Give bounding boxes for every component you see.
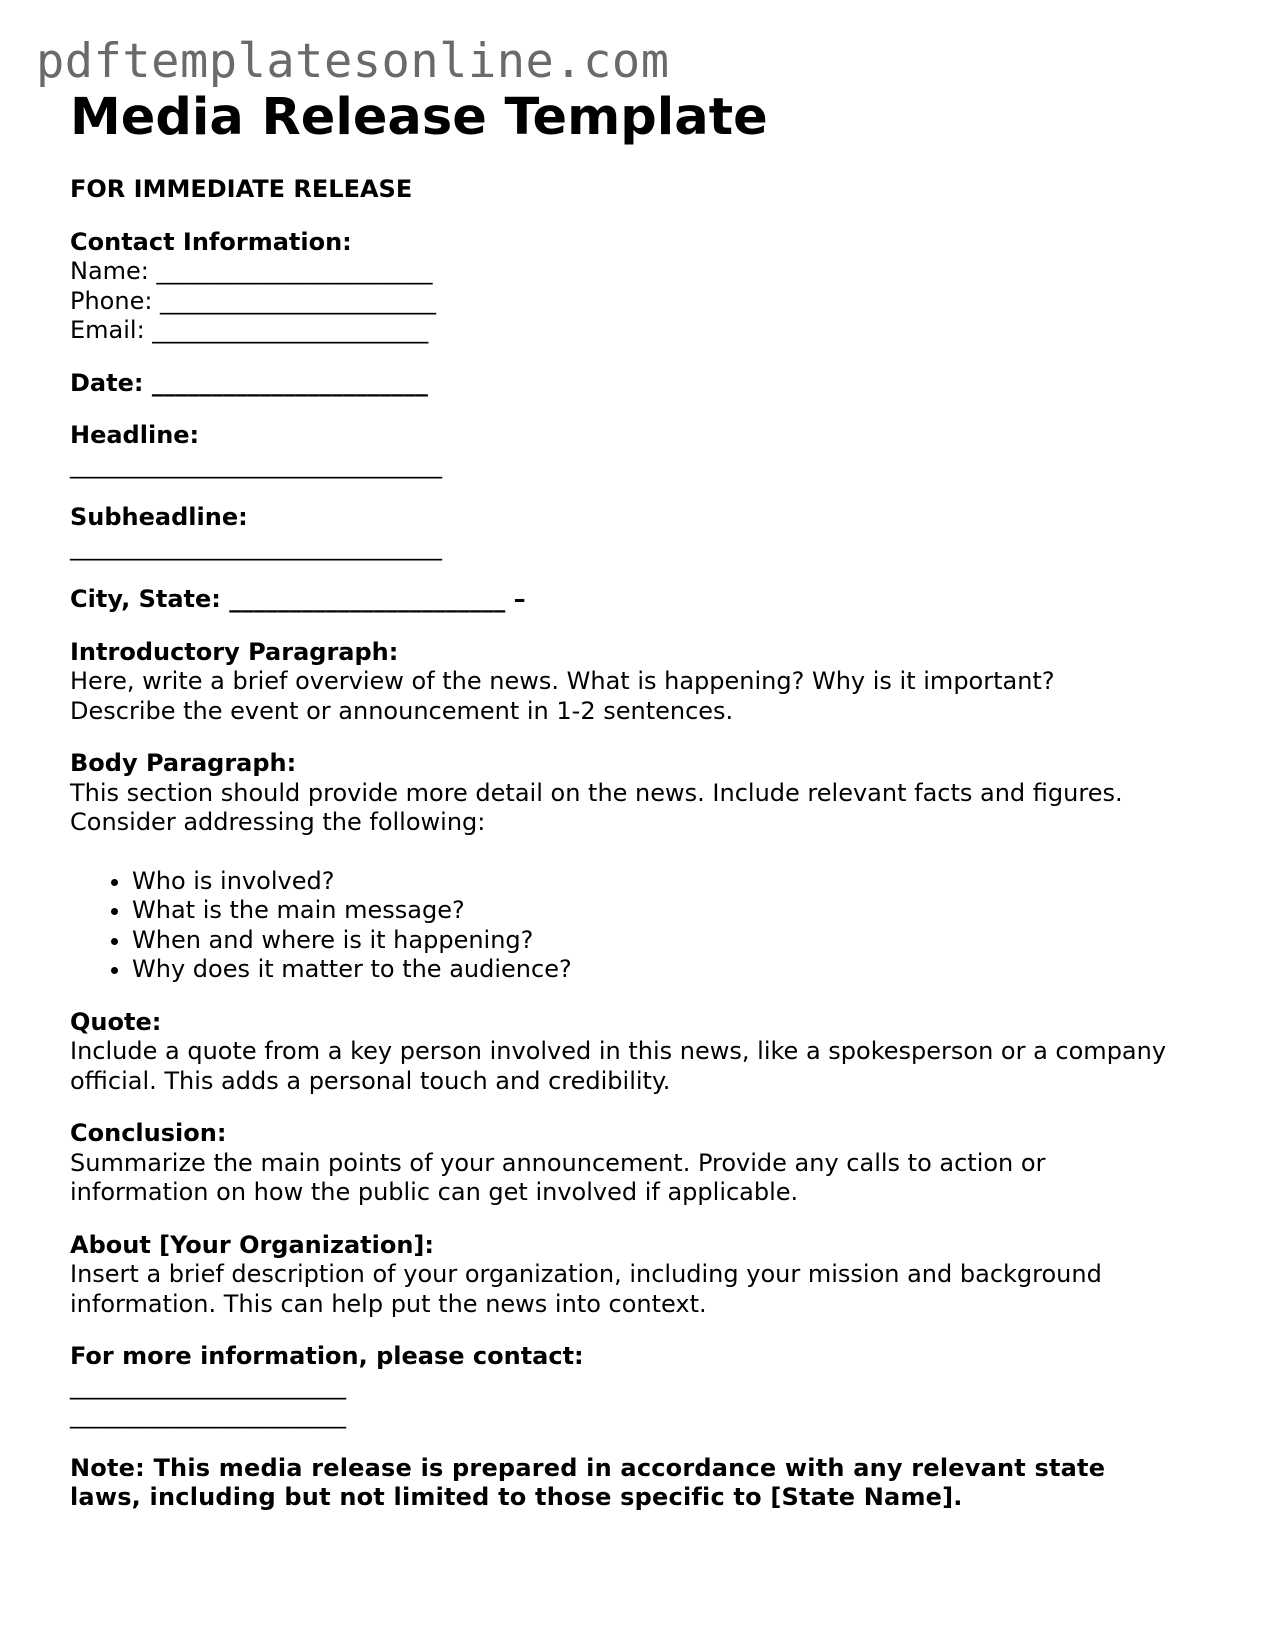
headline-section [70, 421, 1220, 480]
headline-label: Headline: [70, 421, 200, 449]
intro-text: Here, write a brief overview of the news. What is happening? Why is it important? Describe the event or announcement in 1-2 sentences. [70, 667, 1055, 725]
release-label: FOR IMMEDIATE RELEASE [70, 175, 413, 203]
subheadline-label: Subheadline: [70, 503, 248, 531]
list-item: • Who is involved? [132, 867, 1220, 897]
legal-note: Note: This media release is prepared in accordance with any relevant state laws, including but not limited to those specific to [State Name]. [70, 1453, 1106, 1511]
subheadline-section [70, 503, 1220, 562]
headline-blank: _______________________________ [70, 450, 442, 479]
contact-email-field: Email: _______________________ [70, 316, 429, 344]
conclusion-text: Summarize the main points of your announcement. Provide any calls to action or information on how the public can get involved if applicable. [70, 1148, 1046, 1206]
page-title: Media Release Template [70, 88, 768, 147]
more-info-blank-2: _______________________ [70, 1401, 346, 1429]
contact-heading: Contact Information: [70, 227, 352, 256]
document-page [70, 88, 1220, 1513]
body-bullet-list [70, 867, 1220, 985]
conclusion-heading: Conclusion: [70, 1119, 227, 1147]
quote-section [70, 1008, 1220, 1097]
city-state-field: City, State: _______________________ – [70, 585, 526, 613]
about-heading: About [Your Organization]: [70, 1230, 434, 1259]
intro-heading: Introductory Paragraph: [70, 637, 399, 666]
quote-heading: Quote: [70, 1007, 162, 1036]
conclusion-section [70, 1119, 1220, 1208]
more-info-heading: For more information, please contact: [70, 1342, 584, 1370]
more-info-section [70, 1342, 1220, 1431]
about-text: Insert a brief description of your organization, including your mission and background information. This can help put the news into context. [70, 1260, 1102, 1318]
contact-phone-field: Phone: _______________________ [70, 286, 437, 315]
subheadline-blank: _______________________________ [70, 532, 442, 561]
list-item: • When and where is it happening? [132, 926, 1220, 956]
body-text: This section should provide more detail on the news. Include relevant facts and figures. Consider addressing the following: [70, 778, 1123, 836]
contact-section [70, 228, 1220, 346]
quote-text: Include a quote from a key person involved in this news, like a spokesperson or a company official. This adds a personal touch and credibility. [70, 1037, 1167, 1095]
more-info-blank-1: _______________________ [70, 1371, 346, 1400]
body-heading: Body Paragraph: [70, 749, 297, 777]
date-field: Date: _______________________ [70, 368, 428, 397]
list-item: • Why does it matter to the audience? [132, 955, 1220, 985]
intro-section [70, 638, 1220, 727]
watermark: pdftemplatesonline.com [36, 34, 670, 89]
contact-name-field: Name: _______________________ [70, 257, 433, 285]
list-item: • What is the main message? [132, 896, 1220, 926]
about-section [70, 1231, 1220, 1320]
body-section [70, 749, 1220, 838]
